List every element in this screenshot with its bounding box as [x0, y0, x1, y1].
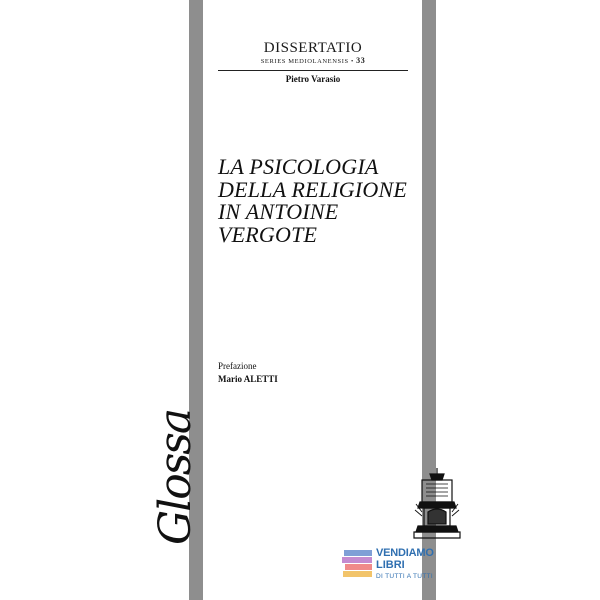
- series-subtitle-text: SERIES MEDIOLANENSIS: [260, 58, 349, 65]
- series-number: 33: [356, 56, 366, 65]
- book-title: [218, 156, 418, 246]
- series-separator: •: [350, 58, 354, 65]
- publisher-logo: Glossa: [150, 409, 201, 545]
- books-stack-icon: [342, 548, 374, 582]
- author-name: Pietro Varasio: [285, 74, 341, 84]
- watermark-line1: VENDIAMO: [376, 547, 434, 559]
- series-name: DISSERTATIO: [263, 40, 363, 56]
- series-subtitle: [218, 56, 408, 67]
- watermark-line2: LIBRI: [376, 559, 405, 571]
- watermark-badge: [342, 544, 442, 584]
- title-line: IN ANTOINE: [218, 199, 339, 224]
- publisher-emblem-icon: [412, 466, 462, 540]
- preface-label: Prefazione: [218, 361, 257, 371]
- title-line: DELLA RELIGIONE: [218, 176, 407, 202]
- preface-block: [218, 360, 278, 386]
- watermark-line3: DI TUTTI A TUTTI: [376, 573, 433, 580]
- title-line: LA PSICOLOGIA: [218, 154, 379, 179]
- preface-author: Mario ALETTI: [218, 374, 278, 384]
- series-header: [218, 40, 408, 67]
- header-rule: [218, 70, 408, 71]
- title-line: VERGOTE: [218, 221, 318, 247]
